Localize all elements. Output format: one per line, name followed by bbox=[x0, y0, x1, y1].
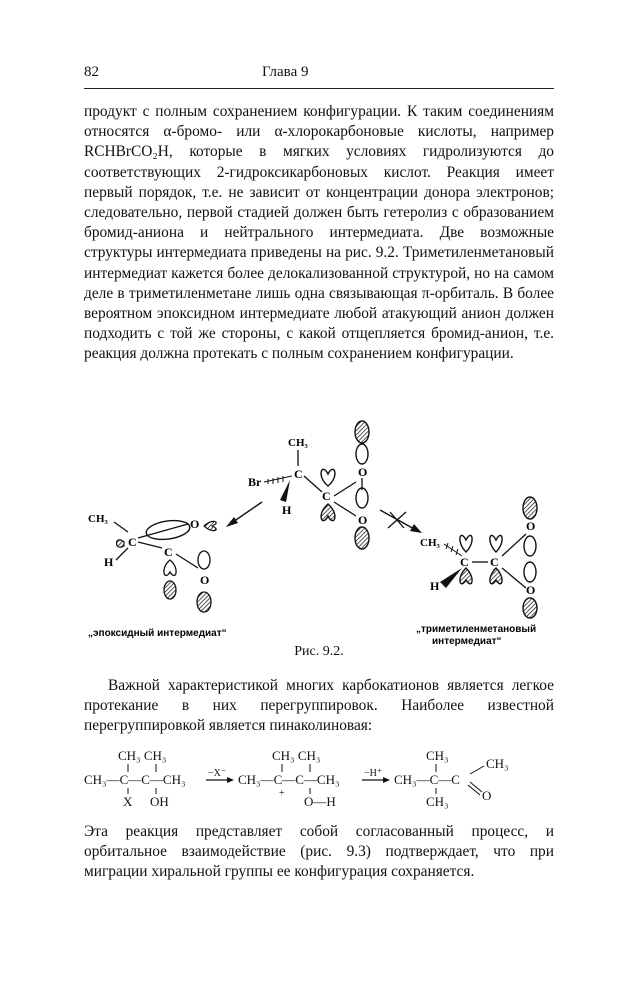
m3-o: O bbox=[482, 788, 492, 803]
m1-bottom-oh: OH bbox=[150, 794, 169, 809]
center-o2-label: O bbox=[358, 513, 368, 527]
left-c1-label: C bbox=[128, 535, 137, 549]
left-o2-label: O bbox=[200, 573, 210, 587]
left-ch3-label: CH₃ bbox=[88, 513, 108, 525]
epoxide-structure bbox=[88, 513, 227, 639]
right-o1-label: O bbox=[526, 519, 536, 533]
page-number: 82 bbox=[84, 64, 99, 80]
left-o1-label: O bbox=[190, 517, 200, 531]
figure-9-2 bbox=[84, 418, 554, 666]
paragraph-2: Важной характеристикой многих карбокатионов является легкое протекание в них перегруппировок. Наиболее известной перегруппировкой является пинаколиновая: bbox=[84, 677, 554, 735]
arrow-to-epoxide bbox=[226, 502, 262, 527]
m2-top: CH₃ CH₃ bbox=[272, 748, 321, 763]
center-c1-label: C bbox=[294, 467, 303, 481]
tmm-structure bbox=[416, 497, 537, 647]
m1-bottom-x: X bbox=[123, 794, 133, 809]
m3-right-ch3: CH₃ bbox=[486, 756, 509, 771]
arrow1-label: −X⁻ bbox=[208, 768, 227, 779]
epoxide-caption: „эпоксидный интермедиат“ bbox=[88, 628, 227, 639]
right-ch3-label: CH₃ bbox=[420, 537, 440, 549]
tmm-caption-line2: интермедиат“ bbox=[432, 636, 502, 647]
figure-9-2-drawing bbox=[84, 418, 554, 666]
center-br-label: Br bbox=[248, 475, 262, 489]
running-header-chapter: Глава 9 bbox=[262, 64, 309, 80]
figure-caption: Рис. 9.2. bbox=[294, 644, 344, 659]
m2-bottom: O—H bbox=[304, 794, 336, 809]
paragraph-3: Эта реакция представляет собой согласованный процесс, и орбитальное взаимодействие (рис. 9.3) подтверждает, что при миграции хиральной группы ее конфигурация сохраняется. bbox=[84, 823, 554, 881]
m1-top: CH₃ CH₃ bbox=[118, 748, 167, 763]
arrow2-label: −H⁺ bbox=[364, 768, 383, 779]
right-c1-label: C bbox=[460, 555, 469, 569]
crossed-arrow-to-tmm bbox=[380, 510, 422, 533]
pinacol-scheme-drawing bbox=[84, 744, 554, 810]
m2-plus: + bbox=[279, 788, 285, 799]
left-c2-label: C bbox=[164, 545, 173, 559]
m3-main: CH₃—C—C bbox=[394, 772, 460, 787]
header-rule bbox=[84, 88, 554, 89]
m1-main: CH₃—C—C—CH₃ bbox=[84, 772, 186, 787]
right-o2-label: O bbox=[526, 583, 536, 597]
center-c2-label: C bbox=[322, 489, 331, 503]
left-h-label: H bbox=[104, 555, 114, 569]
center-ch3-label: CH₃ bbox=[288, 437, 308, 449]
m2-main: CH₃—C—C—CH₃ bbox=[238, 772, 340, 787]
center-o1-label: O bbox=[358, 465, 368, 479]
center-h-label: H bbox=[282, 503, 292, 517]
tmm-caption-line1: „триметиленметановый bbox=[416, 624, 537, 635]
pinacol-scheme bbox=[84, 744, 554, 810]
m3-bottom-ch3: CH₃ bbox=[426, 794, 449, 809]
m3-top-ch3: CH₃ bbox=[426, 748, 449, 763]
right-c2-label: C bbox=[490, 555, 499, 569]
paragraph-1: продукт с полным сохранением конфигурации. К таким соединениям относятся α-бромо- или α-хлорокарбоновые кислоты, например RCHBrCO₂H, которые в мягких условиях гидролизуются до соответствующих 2-гидроксикарбоновых кислот. Реакция имеет первый порядок, т.е. не зависит от концентрации донора электронов; следовательно, первой стадией должен быть гетеролиз с образованием бромид-аниона и нейтрального интермедиата. Две возможные структуры интермедиата приведены на рис. 9.2. Триметиленметановый интермедиат кажется более делокализованной структурой, но на самом деле в триметиленметане лишь одна связывающая π-орбиталь. В более вероятном эпоксидном интермедиате любой атакующий анион должен подходить с той же стороны, с какой отщепляется бромид-анион, т.е. реакция должна протекать с полным сохранением конфигурации. bbox=[84, 103, 554, 363]
right-h-label: H bbox=[430, 579, 440, 593]
center-structure bbox=[248, 421, 369, 549]
